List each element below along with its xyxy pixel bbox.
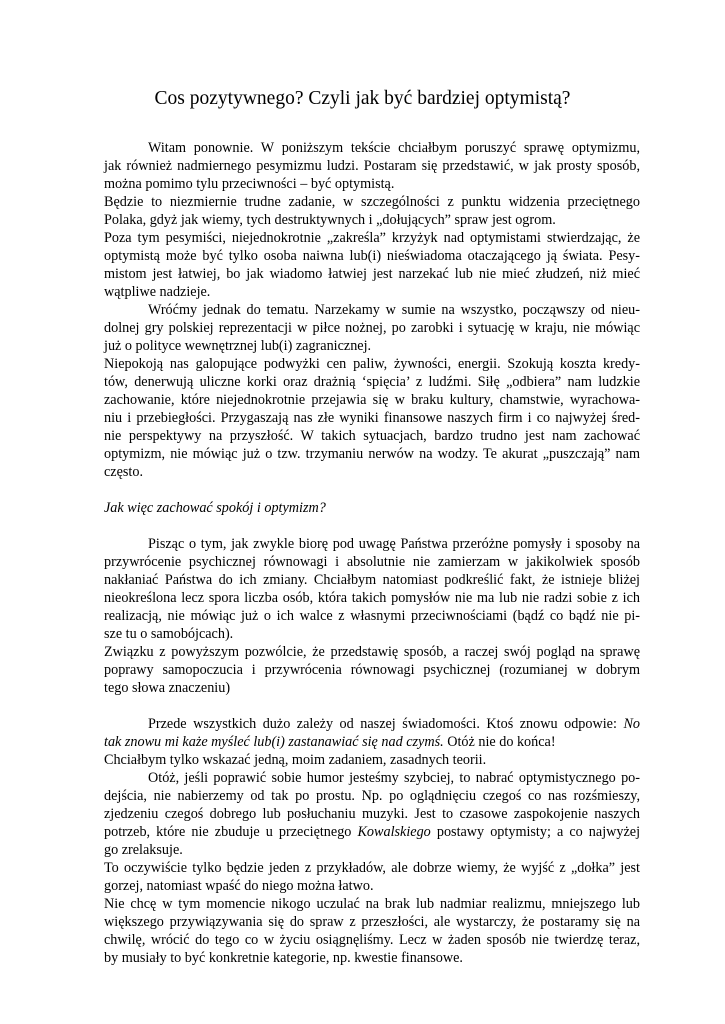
text-line: już o polityce wewnętrznej lub(i) zagranicznej. — [104, 338, 372, 354]
text-span: postawy optymisty; a co najwyżej — [436, 824, 641, 840]
text-line — [104, 733, 640, 751]
text-line: chwilę, wrócić do tego co w życiu osiągnęliśmy. Lecz w żaden sposób nie twierdzę teraz, — [104, 932, 640, 948]
text-line: Pisząc o tym, jak zwykle biorę pod uwagę Państwa przeróżne pomysły i sposoby na — [148, 536, 640, 552]
text-span: Przede wszystkich dużo zależy od naszej świadomości. Ktoś znowu odpowie: — [148, 716, 617, 732]
text-line: można pomimo tylu przeciwności – być optymistą. — [104, 176, 395, 192]
text-line: często. — [104, 464, 143, 480]
italic-span: Kowalskiego — [357, 824, 431, 840]
text-line: zjedzeniu czegoś dobrego lub posłuchaniu muzyki. Jest to czasowe zaspokojenie naszych — [104, 806, 640, 822]
text-line: mistom jest łatwiej, bo jak wiadomo łatwiej jest narzekać lub nie mieć złudzeń, niż mieć — [104, 266, 640, 282]
text-span: potrzeb, które nie zbuduje u przeciętnego — [104, 824, 352, 840]
text-line: sze tu o samobójcach). — [104, 626, 234, 642]
text-line: Chciałbym tylko wskazać jedną, moim zadaniem, zasadnych teorii. — [104, 752, 487, 768]
text-line: go zrelaksuje. — [104, 842, 183, 858]
italic-span: tak znowu mi każe myśleć lub(i) zastanawiać się nad czymś. — [104, 734, 444, 750]
document-title: Cos pozytywnego? Czyli jak być bardziej optymistą? — [154, 88, 571, 109]
text-line: większego przywiązywania się do spraw z przeszłości, ale wystarczy, że postaramy się na — [104, 914, 640, 930]
text-line: Poza tym pesymiści, niejednokrotnie „zakreśla” krzyżyk nad optymistami stwierdzając, że — [104, 230, 640, 246]
text-line: optymizm, nie mówiąc już o tzw. trzymaniu nerwów na wodzy. Te akurat „puszczają” nam — [104, 446, 640, 462]
text-line: gorzej, natomiast wpaść do niego można łatwo. — [104, 878, 374, 894]
italic-span: No — [623, 716, 640, 732]
text-line: Wróćmy jednak do tematu. Narzekamy w sumie na wszystko, począwszy od nieu- — [148, 302, 640, 318]
text-line: dolnej gry polskiej reprezentacji w piłce nożnej, po zarobki i sytuację w kraju, nie mówiąc — [104, 320, 640, 336]
text-line: Niepokoją nas galopujące podwyżki cen paliw, żywności, energii. Szokują koszta kredy- — [104, 356, 640, 372]
text-line — [148, 715, 640, 733]
text-line: jak również nadmiernego pesymizmu ludzi. Postaram się przedstawić, w jak prosty sposób, — [104, 158, 640, 174]
text-span: Otóż nie do końca! — [447, 734, 556, 750]
text-line: zachowanie, które niejednokrotnie przejawia się w braku kultury, chamstwie, wyrachowa- — [104, 392, 640, 408]
text-line: To oczywiście tylko będzie jeden z przykładów, ale dobrze wiemy, że wyjść z „dołka” jest — [104, 860, 640, 876]
section-heading: Jak więc zachować spokój i optymizm? — [104, 500, 326, 516]
text-line — [104, 823, 640, 841]
text-line: tego słowa znaczeniu) — [104, 680, 231, 696]
text-line: niu i przebiegłości. Przygaszają nas złe wyniki finansowe naszych firm i co najwyżej śred- — [104, 410, 640, 426]
text-line: dejścia, nie nabierzemy od tak po prostu. Np. po oglądnięciu czegoś co nas rozśmieszy, — [104, 788, 640, 804]
text-line: Witam ponownie. W poniższym tekście chciałbym poruszyć sprawę optymizmu, — [148, 140, 640, 156]
text-line: Będzie to niezmiernie trudne zadanie, w szczególności z punktu widzenia przeciętnego — [104, 194, 640, 210]
text-line: nieokreślona lecz spora liczba osób, która takich pomysłów nie ma lub nie radzi sobie z ich — [104, 590, 640, 606]
text-line: Otóż, jeśli poprawić sobie humor jesteśmy szybciej, to nabrać optymistycznego po- — [148, 770, 640, 786]
text-line: przywrócenie psychicznej równowagi i absolutnie nie zamierzam w jakikolwiek sposób — [104, 554, 640, 570]
text-line: wątpliwe nadzieje. — [104, 284, 211, 300]
text-line: realizacją, nie mówiąc już o ich walce z własnymi przeciwnościami (bądź co bądź nie pi- — [104, 608, 640, 624]
text-line: Związku z powyższym pozwólcie, że przedstawię sposób, a raczej swój pogląd na sprawę — [104, 644, 640, 660]
text-line: optymistą może być tylko osoba naiwna lub(i) nieświadoma otaczającego ją świata. Pesy- — [104, 248, 640, 264]
text-line: by musiały to być konkretnie kategorie, np. kwestie finansowe. — [104, 950, 463, 966]
text-line: poprawy samopoczucia i przywrócenia równowagi psychicznej (rozumianej w dobrym — [104, 662, 640, 678]
text-line: Polaka, gdyż jak wiemy, tych destruktywnych i „dołujących” spraw jest ogrom. — [104, 212, 556, 228]
text-line: nie perspektywy na przyszłość. W takich sytuacjach, bardzo trudno jest nam zachować — [104, 428, 640, 444]
text-line: Nie chcę w tym momencie nikogo uczulać na brak lub nadmiar realizmu, mniejszego lub — [104, 896, 640, 912]
text-line: nakłaniać Państwa do ich zmiany. Chciałbym natomiast podkreślić fakt, że istnieje bliżej — [104, 572, 640, 588]
text-line: tów, denerwują uliczne korki oraz drażnią ‘spięcia’ z ludźmi. Siłę „odbiera” nam ludzkie — [104, 374, 640, 390]
